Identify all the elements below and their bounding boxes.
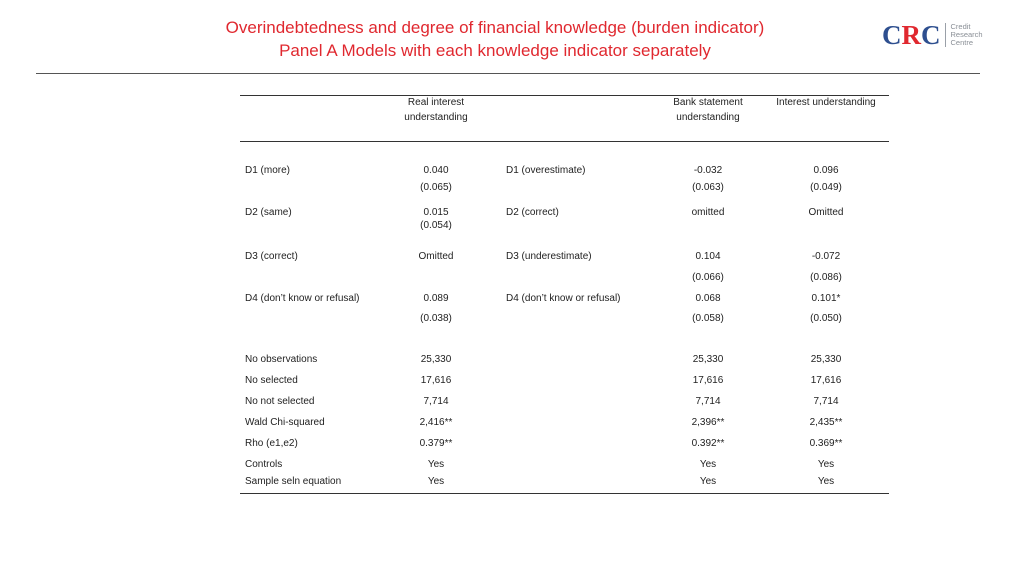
logo-text-line: Credit [950,22,971,31]
title-line-2: Panel A Models with each knowledge indicator separately [279,41,711,60]
se-cell: (0.054) [420,220,452,231]
stat-value: 25,330 [692,354,724,365]
coef-cell: -0.032 [693,165,723,176]
logo-letter-c2: C [921,20,941,50]
stat-value: Yes [427,476,445,487]
stat-value: 17,616 [420,375,452,386]
se-cell: (0.086) [810,272,842,283]
stat-label: No not selected [245,396,315,407]
se-cell: (0.063) [692,182,724,193]
stat-value: 0.379** [419,438,453,449]
coef-cell: 0.089 [423,293,449,304]
stat-value: Yes [427,459,445,470]
logo-letter-r: R [901,20,921,50]
coef-cell: 0.104 [695,251,721,262]
coef-cell: 0.101* [811,293,841,304]
stat-value: 17,616 [810,375,842,386]
logo-divider [945,23,946,47]
se-cell: (0.049) [810,182,842,193]
logo-mark [882,20,941,50]
row-label-2: D1 (overestimate) [506,165,586,176]
coef-cell: -0.072 [811,251,841,262]
logo-text [951,23,983,47]
se-cell: (0.066) [692,272,724,283]
stat-value: 2,396** [691,417,725,428]
se-cell: (0.065) [420,182,452,193]
stat-value: 7,714 [423,396,449,407]
stat-value: Yes [699,476,717,487]
table-bottom-rule [240,493,889,494]
table-header-rule [240,141,889,142]
logo-letter-c: C [882,20,902,50]
stat-value: Yes [699,459,717,470]
header-line: Real interest [407,97,465,108]
row-label-2: D2 (correct) [506,207,559,218]
column-header-bank-statement [668,95,748,125]
stat-label: Wald Chi-squared [245,417,325,428]
row-label: D2 (same) [245,207,292,218]
coef-cell: omitted [691,207,725,218]
coef-cell: Omitted [418,251,454,262]
stat-value: 0.369** [809,438,843,449]
stat-value: 0.392** [691,438,725,449]
stat-value: 25,330 [810,354,842,365]
row-label-2: D4 (don’t know or refusal) [506,293,621,304]
stat-label: Rho (e1,e2) [245,438,298,449]
se-cell: (0.058) [692,313,724,324]
se-cell: (0.050) [810,313,842,324]
title-divider [36,73,980,74]
page-title [195,16,795,62]
stat-label: Sample seln equation [245,476,342,487]
logo-text-line: Centre [950,38,974,47]
row-label-2: D3 (underestimate) [506,251,592,262]
stat-label: Controls [245,459,283,470]
header-line: understanding [404,112,468,123]
stat-value: 7,714 [813,396,839,407]
coef-cell: Omitted [808,207,844,218]
se-cell: (0.038) [420,313,452,324]
stat-value: 7,714 [695,396,721,407]
column-header-real-interest [396,95,476,125]
logo-text-line: Research [950,30,983,39]
coef-cell: 0.068 [695,293,721,304]
coef-cell: 0.015 [423,207,449,218]
row-label: D1 (more) [245,165,291,176]
stat-value: 2,416** [419,417,453,428]
coef-cell: 0.096 [813,165,839,176]
stat-value: 25,330 [420,354,452,365]
stat-label: No observations [245,354,318,365]
title-line-1: Overindebtedness and degree of financial knowledge (burden indicator) [225,18,765,37]
crc-logo [882,20,983,50]
stat-value: 2,435** [809,417,843,428]
stat-value: 17,616 [692,375,724,386]
stat-label: No selected [245,375,298,386]
row-label: D4 (don’t know or refusal) [245,293,360,304]
header-line: understanding [676,112,740,123]
header-line: Bank statement [673,97,743,108]
stat-value: Yes [817,476,835,487]
stat-value: Yes [817,459,835,470]
column-header-interest-understanding: Interest understanding [776,97,876,108]
coef-cell: 0.040 [423,165,449,176]
row-label: D3 (correct) [245,251,298,262]
